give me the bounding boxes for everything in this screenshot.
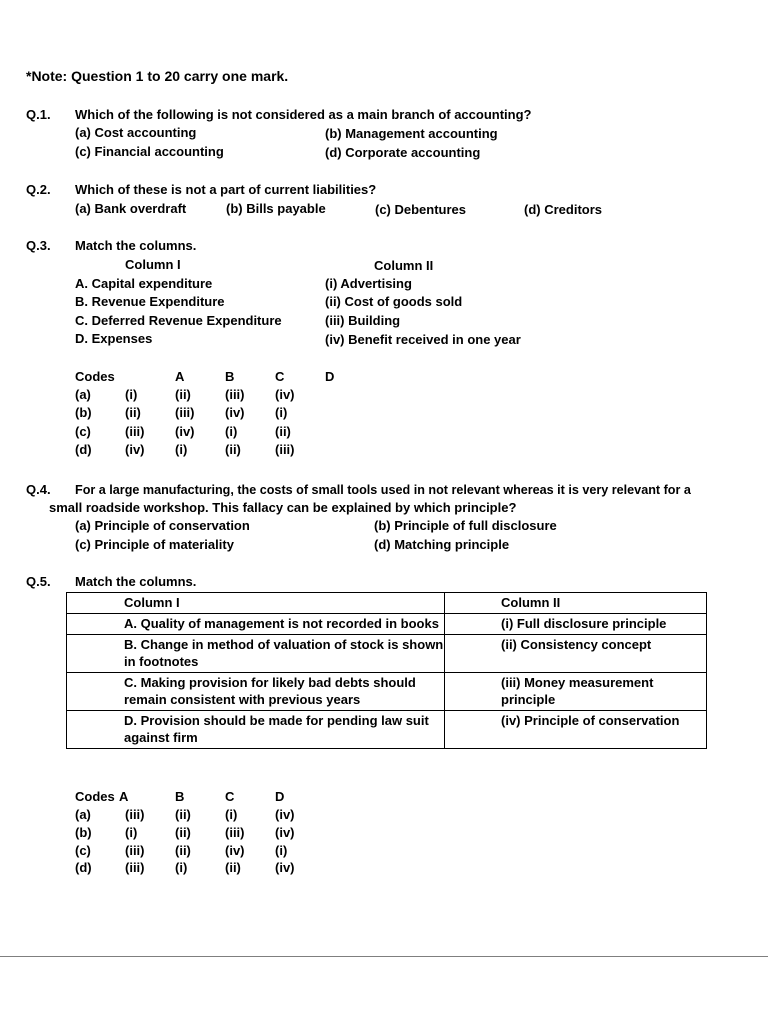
q3-column1-heading: Column I xyxy=(125,257,181,272)
q3-code-head: D xyxy=(325,369,335,384)
q4-number: Q.4. xyxy=(26,482,51,497)
q2-option-b: (b) Bills payable xyxy=(226,201,326,216)
q3-code-cell: (i) xyxy=(225,424,238,439)
q1-option-d: (d) Corporate accounting xyxy=(325,145,481,160)
q5-code-head: C xyxy=(225,789,235,804)
q1-number: Q.1. xyxy=(26,107,51,122)
q3-code-cell: (ii) xyxy=(275,424,291,439)
table-row xyxy=(67,614,707,635)
q5-text: Match the columns. xyxy=(75,574,197,589)
q5-code-cell: (iii) xyxy=(125,807,145,822)
q5-code-cell: (b) xyxy=(75,825,92,840)
q5-code-cell: (i) xyxy=(175,860,188,875)
q5-code-cell: (ii) xyxy=(175,807,191,822)
q5-code-head: D xyxy=(275,789,285,804)
q3-col2-item: (i) Advertising xyxy=(325,276,412,291)
page-divider xyxy=(0,956,768,957)
q4-option-a: (a) Principle of conservation xyxy=(75,518,250,533)
q3-code-cell: (i) xyxy=(275,405,288,420)
q3-col2-item: (iii) Building xyxy=(325,313,401,328)
q5-right-cell: (ii) Consistency concept xyxy=(445,635,707,673)
q3-code-cell: (iv) xyxy=(275,387,295,402)
q5-left-cell: D. Provision should be made for pending law suit against firm xyxy=(67,711,445,749)
q5-column1-heading: Column I xyxy=(67,593,445,614)
q2-text: Which of these is not a part of current liabilities? xyxy=(75,182,377,197)
q4-text-line2: small roadside workshop. This fallacy can be explained by which principle? xyxy=(49,500,517,515)
q5-code-cell: (c) xyxy=(75,843,91,858)
q3-code-cell: (iii) xyxy=(275,442,295,457)
q4-option-c: (c) Principle of materiality xyxy=(75,537,234,552)
q3-code-head: B xyxy=(225,369,235,384)
q3-text: Match the columns. xyxy=(75,238,197,253)
q5-left-cell: B. Change in method of valuation of stock is shown in footnotes xyxy=(67,635,445,673)
q1-option-b: (b) Management accounting xyxy=(325,126,498,141)
q5-code-cell: (i) xyxy=(275,843,288,858)
q2-option-d: (d) Creditors xyxy=(524,202,602,217)
q5-code-head: A xyxy=(119,789,129,804)
q3-column2-heading: Column II xyxy=(374,258,434,273)
q3-code-cell: (iii) xyxy=(225,387,245,402)
q5-code-cell: (ii) xyxy=(225,860,241,875)
q4-option-d: (d) Matching principle xyxy=(374,537,510,552)
q5-match-table xyxy=(66,592,707,749)
q3-col1-item: A. Capital expenditure xyxy=(75,276,213,291)
q1-text: Which of the following is not considered as a main branch of accounting? xyxy=(75,107,532,122)
q2-option-a: (a) Bank overdraft xyxy=(75,201,187,216)
q3-number: Q.3. xyxy=(26,238,51,253)
q5-code-cell: (iv) xyxy=(275,825,295,840)
q3-col2-item: (iv) Benefit received in one year xyxy=(325,332,521,347)
q3-code-cell: (iv) xyxy=(175,424,195,439)
q3-code-cell: (c) xyxy=(75,424,91,439)
q3-code-cell: (ii) xyxy=(125,405,141,420)
q2-number: Q.2. xyxy=(26,182,51,197)
q5-left-cell: C. Making provision for likely bad debts should remain consistent with previous years xyxy=(67,673,445,711)
q2-option-c: (c) Debentures xyxy=(375,202,467,217)
q3-code-cell: (iv) xyxy=(125,442,145,457)
table-row xyxy=(67,673,707,711)
q3-code-cell: (iv) xyxy=(225,405,245,420)
q5-code-cell: (i) xyxy=(225,807,238,822)
q5-right-cell: (i) Full disclosure principle xyxy=(445,614,707,635)
q3-code-head: C xyxy=(275,369,285,384)
table-row xyxy=(67,711,707,749)
q3-col1-item: B. Revenue Expenditure xyxy=(75,294,225,309)
q5-code-cell: (i) xyxy=(125,825,138,840)
q5-code-cell: (iii) xyxy=(125,843,145,858)
q3-codes-label: Codes xyxy=(75,369,115,384)
q5-code-cell: (ii) xyxy=(175,843,191,858)
q5-number: Q.5. xyxy=(26,574,51,589)
q3-code-cell: (i) xyxy=(125,387,138,402)
q3-code-cell: (i) xyxy=(175,442,188,457)
q5-code-cell: (iii) xyxy=(125,860,145,875)
q5-column2-heading: Column II xyxy=(445,593,707,614)
q5-codes-label: Codes xyxy=(75,789,115,804)
q5-code-head: B xyxy=(175,789,185,804)
q3-code-cell: (ii) xyxy=(175,387,191,402)
q4-option-b: (b) Principle of full disclosure xyxy=(374,518,557,533)
table-row xyxy=(67,635,707,673)
q5-code-cell: (iii) xyxy=(225,825,245,840)
q3-code-head: A xyxy=(175,369,185,384)
q5-code-cell: (ii) xyxy=(175,825,191,840)
q5-code-cell: (a) xyxy=(75,807,91,822)
q1-option-c: (c) Financial accounting xyxy=(75,144,224,159)
q3-code-cell: (iii) xyxy=(125,424,145,439)
q5-right-cell: (iv) Principle of conservation xyxy=(445,711,707,749)
q5-code-cell: (iv) xyxy=(225,843,245,858)
q3-code-cell: (iii) xyxy=(175,405,195,420)
q3-code-cell: (ii) xyxy=(225,442,241,457)
q3-col1-item: D. Expenses xyxy=(75,331,153,346)
q5-code-cell: (d) xyxy=(75,860,92,875)
q3-code-cell: (d) xyxy=(75,442,92,457)
q4-text-line1: For a large manufacturing, the costs of small tools used in not relevant whereas it is very relevant for a xyxy=(75,483,691,497)
q5-code-cell: (iv) xyxy=(275,807,295,822)
q5-right-cell: (iii) Money measurement principle xyxy=(445,673,707,711)
q3-col2-item: (ii) Cost of goods sold xyxy=(325,294,463,309)
q5-code-cell: (iv) xyxy=(275,860,295,875)
q3-code-cell: (b) xyxy=(75,405,92,420)
q3-col1-item: C. Deferred Revenue Expenditure xyxy=(75,313,282,328)
table-row xyxy=(67,593,707,614)
q5-left-cell: A. Quality of management is not recorded in books xyxy=(67,614,445,635)
exam-note: *Note: Question 1 to 20 carry one mark. xyxy=(26,68,289,84)
q3-code-cell: (a) xyxy=(75,387,91,402)
q1-option-a: (a) Cost accounting xyxy=(75,125,197,140)
